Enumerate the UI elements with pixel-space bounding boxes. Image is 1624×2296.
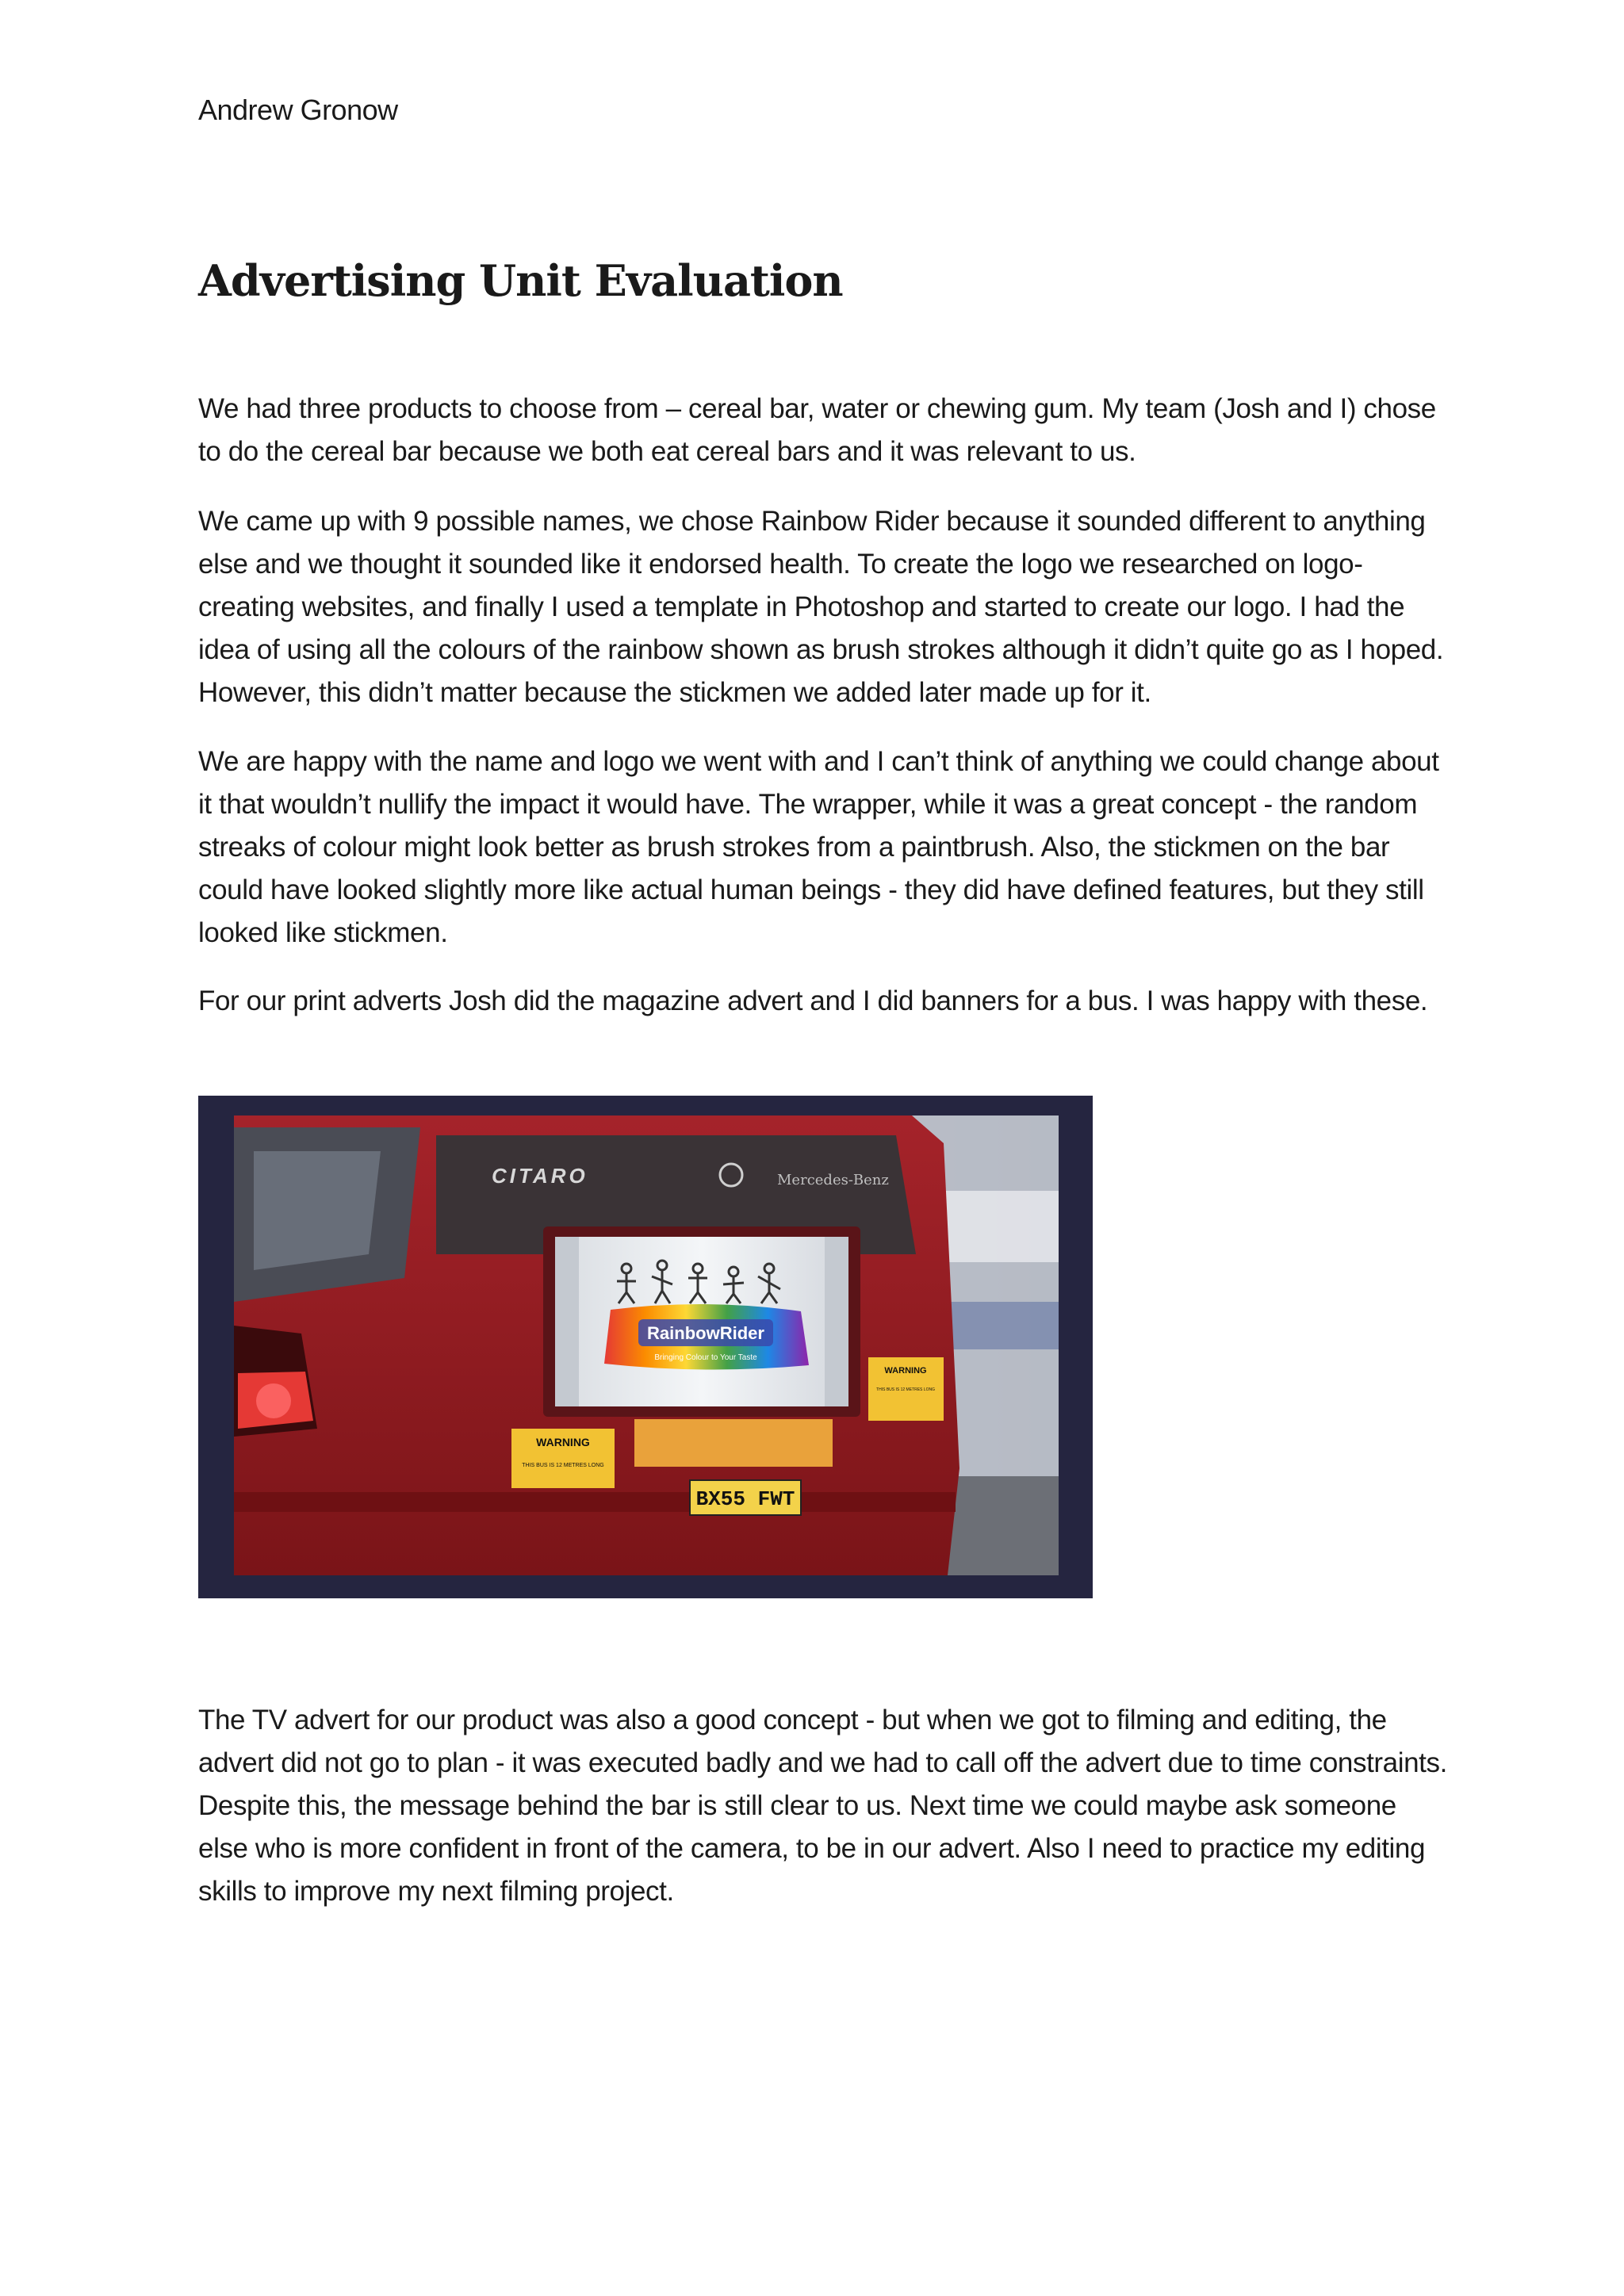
paragraph-products: We had three products to choose from – cereal bar, water or chewing gum. My team (Josh and I) chose to do the cereal bar because we both eat cereal bars and it was relevant to us. (198, 393, 1436, 467)
paragraph-tv-advert: The TV advert for our product was also a good concept - but when we got to filming and editing, the advert did not go to plan - it was executed badly and we had to call off the advert due to time constraints. Despite this, the message behind the bar is still clear to us. Next time we could maybe ask someone else who is more confident in front of the camera, to be in our advert. Also I need to practice my editing skills to improve my next filming project. (198, 1705, 1447, 1907)
banner-tagline: Bringing Colour to Your Taste (654, 1353, 757, 1362)
bus-brand-label: Mercedes-Benz (777, 1172, 889, 1188)
paragraph-print-adverts: For our print adverts Josh did the magazine advert and I did banners for a bus. I was happy with these. (198, 985, 1428, 1016)
rear-reflector-strip (634, 1419, 833, 1467)
document-title: Advertising Unit Evaluation (198, 255, 843, 306)
warning-right-text: THIS BUS IS 12 METRES LONG (876, 1387, 935, 1392)
license-plate-text: BX55 FWT (695, 1487, 795, 1511)
warning-left-text: THIS BUS IS 12 METRES LONG (522, 1463, 604, 1468)
author-name: Andrew Gronow (198, 94, 398, 126)
warning-left-title: WARNING (536, 1436, 590, 1448)
warning-right-title: WARNING (884, 1366, 927, 1376)
bus-model-label: CITARO (492, 1164, 588, 1188)
banner-brand-label: RainbowRider (647, 1323, 764, 1343)
paragraph-naming-logo: We came up with 9 possible names, we chose Rainbow Rider because it sounded different to anything else and we thought it sounded like it endorsed health. To create the logo we researched on logo-creating websites, and finally I used a template in Photoshop and started to create our logo. I had the idea of using all the colours of the rainbow shown as brush strokes although it didn’t quite go as I hoped. However, this didn’t matter because the stickmen we added later made up for it. (198, 506, 1444, 708)
bus-advert-photo (198, 1096, 1093, 1598)
paragraph-reflection: We are happy with the name and logo we went with and I can’t think of anything we could change about it that wouldn’t nullify the impact it would have. The wrapper, while it was a great concept - the random streaks of colour might look better as brush strokes from a paintbrush. Also, the stickmen on the bar could have looked slightly more like actual human beings - they did have defined features, but they still looked like stickmen. (198, 746, 1439, 948)
